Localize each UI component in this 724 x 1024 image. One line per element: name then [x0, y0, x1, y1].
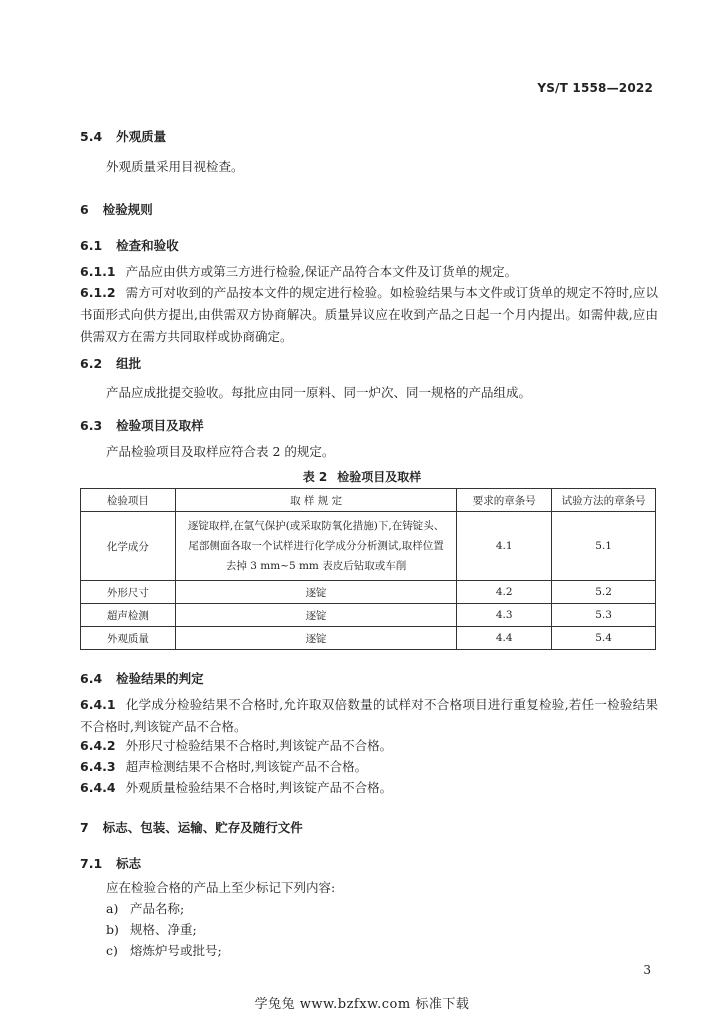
table-cell-method: 5.4 [552, 627, 656, 650]
list-item [106, 898, 184, 920]
clause-6-1-1 [80, 261, 658, 283]
section-7-heading [80, 818, 303, 836]
table-caption [0, 468, 724, 485]
section-6-3-heading [80, 416, 204, 434]
section-title: 外观质量 [116, 129, 167, 144]
table-cell-item: 外形尺寸 [81, 581, 176, 604]
table-row [81, 604, 656, 627]
clause-6-4-2 [80, 735, 658, 757]
section-title: 标志 [116, 856, 142, 871]
table-row [81, 581, 656, 604]
section-number: 7.1 [80, 856, 103, 871]
section-7-1-intro: 应在检验合格的产品上至少标记下列内容: [106, 880, 336, 895]
clause-6-4-1 [80, 694, 658, 738]
inspection-table [80, 488, 656, 650]
section-number: 7 [80, 820, 89, 835]
table-header-row [81, 489, 656, 512]
section-title: 检验规则 [102, 202, 153, 217]
section-number: 6.1 [80, 238, 103, 253]
clause-text: 超声检测结果不合格时,判该锭产品不合格。 [125, 759, 368, 774]
table-cell-rule: 逐锭取样,在氩气保护(或采取防氧化措施)下,在铸锭头、尾部侧面各取一个试样进行化学成分分析测试,取样位置去掉 3 mm~5 mm 表皮后钻取或车削 [175, 512, 456, 581]
table-cell-item: 超声检测 [81, 604, 176, 627]
section-title: 检验结果的判定 [116, 671, 204, 686]
section-5-4-heading [80, 127, 166, 145]
table-header-cell: 检验项目 [81, 489, 176, 512]
section-number: 5.4 [80, 129, 103, 144]
clause-number: 6.4.2 [80, 738, 116, 753]
clause-number: 6.4.4 [80, 780, 116, 795]
standard-code-header: YS/T 1558—2022 [537, 81, 653, 95]
section-number: 6 [80, 202, 89, 217]
clause-text: 化学成分检验结果不合格时,允许取双倍数量的试样对不合格项目进行重复检验,若任一检验结果不合格时,判该锭产品不合格。 [80, 697, 658, 734]
list-text: 规格、净重; [130, 922, 197, 937]
clause-number: 6.4.3 [80, 759, 116, 774]
table-header-cell: 取 样 规 定 [175, 489, 456, 512]
list-item [106, 919, 197, 941]
section-7-1-heading [80, 854, 141, 872]
list-item [106, 940, 222, 962]
table-row [81, 512, 656, 581]
clause-text: 产品应由供方或第三方进行检验,保证产品符合本文件及订货单的规定。 [125, 264, 518, 279]
section-title: 组批 [116, 356, 142, 371]
section-6-heading [80, 200, 153, 218]
table-cell-req: 4.2 [457, 581, 552, 604]
watermark-footer: 学兔兔 www.bzfxw.com 标准下载 [254, 997, 470, 1012]
table-header-cell: 要求的章条号 [457, 489, 552, 512]
clause-text: 外观质量检验结果不合格时,判该锭产品不合格。 [125, 780, 393, 795]
table-cell-method: 5.3 [552, 604, 656, 627]
list-text: 产品名称; [130, 901, 185, 916]
table-title: 检验项目及取样 [337, 470, 422, 484]
table-cell-method: 5.2 [552, 581, 656, 604]
clause-number: 6.4.1 [80, 697, 116, 712]
section-5-4-text: 外观质量采用目视检查。 [106, 159, 244, 174]
table-cell-rule: 逐锭 [175, 604, 456, 627]
table-label: 表 2 [302, 470, 328, 484]
table-cell-item: 外观质量 [81, 627, 176, 650]
section-6-2-text: 产品应成批提交验收。每批应由同一原料、同一炉次、同一规格的产品组成。 [106, 385, 532, 400]
page-number: 3 [643, 963, 651, 977]
section-6-2-heading [80, 354, 141, 372]
list-text: 熔炼炉号或批号; [130, 943, 222, 958]
section-title: 检验项目及取样 [116, 418, 204, 433]
section-number: 6.2 [80, 356, 103, 371]
clause-6-4-4 [80, 777, 658, 799]
clause-text: 外形尺寸检验结果不合格时,判该锭产品不合格。 [125, 738, 393, 753]
table-cell-rule: 逐锭 [175, 581, 456, 604]
clause-number: 6.1.1 [80, 264, 116, 279]
table-row [81, 627, 656, 650]
table-cell-req: 4.3 [457, 604, 552, 627]
section-number: 6.4 [80, 671, 103, 686]
list-marker: b) [106, 922, 119, 937]
table-cell-rule: 逐锭 [175, 627, 456, 650]
section-6-1-heading [80, 236, 179, 254]
clause-number: 6.1.2 [80, 285, 116, 300]
section-title: 标志、包装、运输、贮存及随行文件 [102, 820, 303, 835]
clause-text: 需方可对收到的产品按本文件的规定进行检验。如检验结果与本文件或订货单的规定不符时,应以书面形式向供方提出,由供需双方协商解决。质量异议应在收到产品之日起一个月内提出。如需仲裁,应由供需双方在需方共同取样或协商确定。 [80, 285, 658, 344]
table-header-cell: 试验方法的章条号 [552, 489, 656, 512]
list-marker: a) [106, 901, 119, 916]
clause-6-4-3 [80, 756, 658, 778]
list-marker: c) [106, 943, 118, 958]
section-6-3-text: 产品检验项目及取样应符合表 2 的规定。 [106, 444, 335, 459]
table-cell-method: 5.1 [552, 512, 656, 581]
table-cell-item: 化学成分 [81, 512, 176, 581]
section-title: 检查和验收 [116, 238, 179, 253]
section-6-4-heading [80, 669, 204, 687]
section-number: 6.3 [80, 418, 103, 433]
table-cell-req: 4.4 [457, 627, 552, 650]
table-cell-req: 4.1 [457, 512, 552, 581]
clause-6-1-2 [80, 282, 658, 348]
